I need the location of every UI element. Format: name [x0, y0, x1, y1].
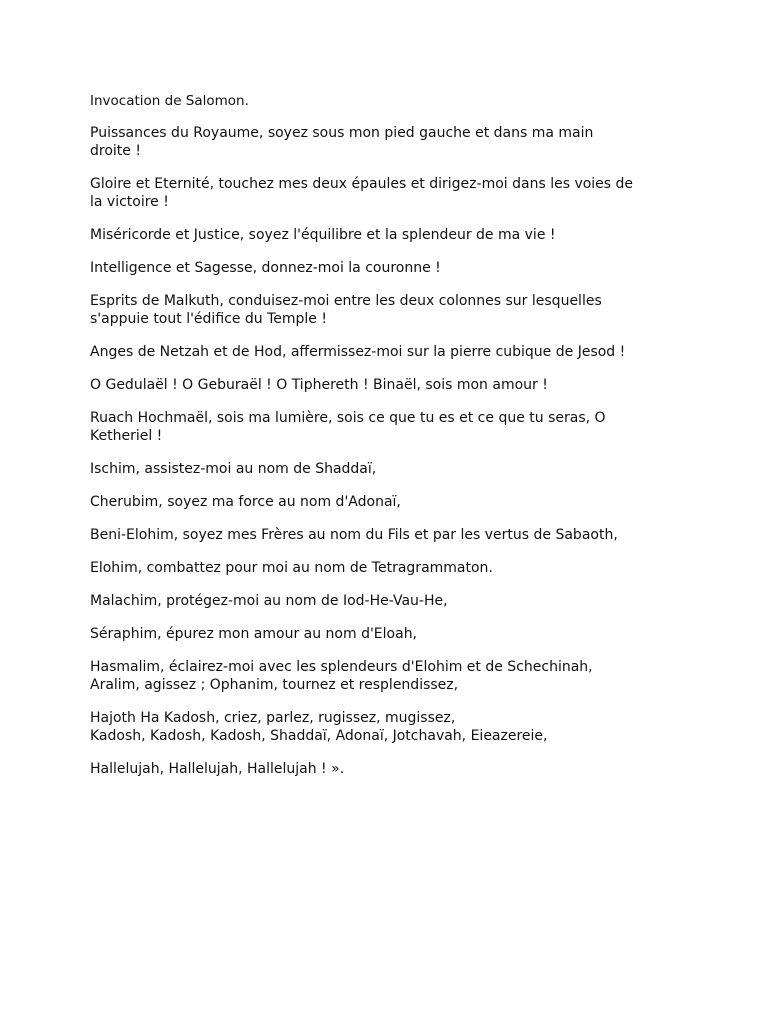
paragraph: Intelligence et Sagesse, donnez-moi la couronne ! — [90, 260, 441, 276]
paragraph: Cherubim, soyez ma force au nom d'Adonaï, — [90, 494, 401, 510]
document-title: Invocation de Salomon. — [90, 93, 249, 109]
paragraph: Miséricorde et Justice, soyez l'équilibre et la splendeur de ma vie ! — [90, 227, 556, 243]
paragraph: Esprits de Malkuth, conduisez-moi entre les deux colonnes sur lesquelles s'appuie tout l'édifice du Temple ! — [90, 293, 602, 327]
paragraph: Malachim, protégez-moi au nom de Iod-He-Vau-He, — [90, 593, 448, 609]
paragraph: Ischim, assistez-moi au nom de Shaddaï, — [90, 461, 377, 477]
document-page — [90, 92, 690, 793]
paragraph: Beni-Elohim, soyez mes Frères au nom du Fils et par les vertus de Sabaoth, — [90, 527, 618, 543]
paragraph: Hallelujah, Hallelujah, Hallelujah ! ». — [90, 761, 345, 777]
paragraph: Gloire et Eternité, touchez mes deux épaules et dirigez-moi dans les voies de la victoire ! — [90, 176, 634, 210]
paragraph: Hasmalim, éclairez-moi avec les splendeurs d'Elohim et de Schechinah, Aralim, agissez ; Ophanim, tournez et resplendissez, — [90, 659, 593, 693]
paragraph: O Gedulaël ! O Geburaël ! O Tiphereth ! Binaël, sois mon amour ! — [90, 377, 548, 393]
paragraph: Hajoth Ha Kadosh, criez, parlez, rugissez, mugissez, Kadosh, Kadosh, Kadosh, Shaddaï, Adonaï, Jotchavah, Eieazereie, — [90, 710, 548, 744]
paragraph: Ruach Hochmaël, sois ma lumière, sois ce que tu es et ce que tu seras, O Ketheriel ! — [90, 410, 606, 444]
paragraph: Séraphim, épurez mon amour au nom d'Eloah, — [90, 626, 418, 642]
paragraph: Puissances du Royaume, soyez sous mon pied gauche et dans ma main droite ! — [90, 125, 594, 159]
paragraph: Elohim, combattez pour moi au nom de Tetragrammaton. — [90, 560, 493, 576]
paragraph: Anges de Netzah et de Hod, affermissez-moi sur la pierre cubique de Jesod ! — [90, 344, 626, 360]
